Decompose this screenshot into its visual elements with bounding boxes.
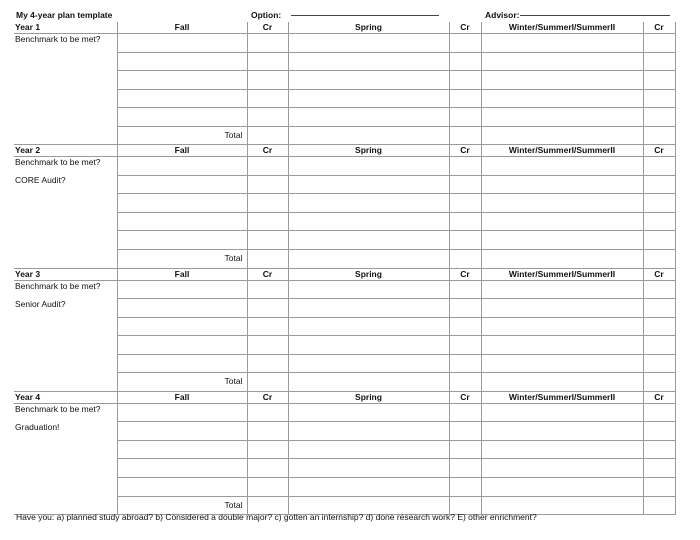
winter-credit-cell[interactable] xyxy=(643,175,675,194)
year-note: Senior Audit? xyxy=(15,298,66,309)
total-row xyxy=(14,373,675,392)
winter-course-cell[interactable] xyxy=(481,459,643,478)
fall-credit-cell[interactable] xyxy=(247,71,288,90)
spring-credit-cell[interactable] xyxy=(449,89,481,108)
year-note-empty xyxy=(14,194,117,213)
winter-course-cell[interactable] xyxy=(481,336,643,355)
fall-course-cell[interactable] xyxy=(117,194,247,213)
fall-credit-header: Cr xyxy=(247,22,288,34)
year-header-row xyxy=(14,391,675,403)
fall-total-cell[interactable] xyxy=(117,250,247,269)
spring-credit-cell[interactable] xyxy=(449,175,481,194)
spring-course-cell[interactable] xyxy=(288,126,449,145)
winter-course-cell[interactable] xyxy=(481,250,643,269)
fall-credit-cell[interactable] xyxy=(247,422,288,441)
course-row xyxy=(14,403,675,422)
winter-course-cell[interactable] xyxy=(481,280,643,299)
spring-header: Spring xyxy=(288,22,449,34)
spring-credit-cell[interactable] xyxy=(449,52,481,71)
spring-credit-cell[interactable] xyxy=(449,403,481,422)
winter-summer-header: Winter/SummerI/SummerII xyxy=(481,145,643,157)
fall-course-cell[interactable] xyxy=(117,175,247,194)
spring-course-cell[interactable] xyxy=(288,52,449,71)
winter-course-cell[interactable] xyxy=(481,373,643,392)
year-note: Benchmark to be met? xyxy=(15,403,101,414)
fall-credit-cell[interactable] xyxy=(247,34,288,53)
spring-course-cell[interactable] xyxy=(288,231,449,250)
year-note-empty xyxy=(14,71,117,90)
winter-credit-cell[interactable] xyxy=(643,440,675,459)
spring-credit-cell[interactable] xyxy=(449,34,481,53)
winter-credit-header: Cr xyxy=(643,22,675,34)
year-note-empty xyxy=(14,212,117,231)
year-note-empty xyxy=(14,336,117,355)
winter-credit-cell[interactable] xyxy=(643,373,675,392)
fall-credit-cell[interactable] xyxy=(247,212,288,231)
winter-course-cell[interactable] xyxy=(481,108,643,127)
fall-credit-cell[interactable] xyxy=(247,336,288,355)
course-row xyxy=(14,71,675,90)
winter-summer-header: Winter/SummerI/SummerII xyxy=(481,268,643,280)
winter-course-cell[interactable] xyxy=(481,212,643,231)
course-row xyxy=(14,336,675,355)
fall-header: Fall xyxy=(117,391,247,403)
winter-credit-cell[interactable] xyxy=(643,317,675,336)
winter-credit-cell[interactable] xyxy=(643,157,675,176)
spring-credit-cell[interactable] xyxy=(449,478,481,497)
spring-course-cell[interactable] xyxy=(288,175,449,194)
spring-credit-header: Cr xyxy=(449,22,481,34)
year-note-empty xyxy=(14,126,117,145)
fall-credit-header: Cr xyxy=(247,391,288,403)
winter-credit-cell[interactable] xyxy=(643,71,675,90)
year-note-empty xyxy=(14,250,117,269)
spring-credit-cell[interactable] xyxy=(449,194,481,213)
spring-course-cell[interactable] xyxy=(288,280,449,299)
winter-credit-cell[interactable] xyxy=(643,478,675,497)
fall-course-cell[interactable] xyxy=(117,299,247,318)
fall-course-cell[interactable] xyxy=(117,157,247,176)
four-year-plan-table xyxy=(14,22,676,515)
spring-credit-cell[interactable] xyxy=(449,317,481,336)
fall-credit-cell[interactable] xyxy=(247,231,288,250)
fall-course-cell[interactable] xyxy=(117,34,247,53)
winter-credit-header: Cr xyxy=(643,145,675,157)
fall-header: Fall xyxy=(117,145,247,157)
year-note-empty xyxy=(14,459,117,478)
page-title: My 4-year plan template xyxy=(16,10,113,20)
spring-credit-cell[interactable] xyxy=(449,280,481,299)
total-label: Total xyxy=(224,499,243,510)
winter-course-cell[interactable] xyxy=(481,52,643,71)
fall-course-cell[interactable] xyxy=(117,478,247,497)
spring-credit-cell[interactable] xyxy=(449,422,481,441)
year-note-empty xyxy=(14,231,117,250)
winter-course-cell[interactable] xyxy=(481,126,643,145)
year-label: Year 4 xyxy=(14,391,117,403)
fall-credit-cell[interactable] xyxy=(247,108,288,127)
winter-credit-cell[interactable] xyxy=(643,496,675,515)
spring-credit-cell[interactable] xyxy=(449,71,481,90)
fall-credit-cell[interactable] xyxy=(247,175,288,194)
spring-course-cell[interactable] xyxy=(288,108,449,127)
course-row xyxy=(14,299,675,318)
year-note-empty xyxy=(14,108,117,127)
fall-credit-cell[interactable] xyxy=(247,317,288,336)
option-field[interactable] xyxy=(291,15,439,16)
enrichment-questions: Have you: a) planned study abroad? b) Considered a double major? c) gotten an internship? d) done research work? E) other enrichment? xyxy=(16,512,537,522)
spring-credit-cell[interactable] xyxy=(449,459,481,478)
fall-course-cell[interactable] xyxy=(117,317,247,336)
year-note: Benchmark to be met? xyxy=(15,34,101,44)
fall-total-cell[interactable] xyxy=(117,126,247,145)
winter-credit-cell[interactable] xyxy=(643,52,675,71)
spring-credit-cell[interactable] xyxy=(449,250,481,269)
year-note: Graduation! xyxy=(15,421,60,432)
course-row xyxy=(14,280,675,299)
spring-header: Spring xyxy=(288,391,449,403)
fall-course-cell[interactable] xyxy=(117,336,247,355)
fall-credit-cell[interactable] xyxy=(247,354,288,373)
spring-credit-cell[interactable] xyxy=(449,126,481,145)
course-row xyxy=(14,459,675,478)
winter-course-cell[interactable] xyxy=(481,440,643,459)
spring-credit-cell[interactable] xyxy=(449,336,481,355)
winter-course-cell[interactable] xyxy=(481,478,643,497)
winter-course-cell[interactable] xyxy=(481,299,643,318)
total-label: Total xyxy=(224,129,243,140)
spring-credit-cell[interactable] xyxy=(449,157,481,176)
winter-course-cell[interactable] xyxy=(481,403,643,422)
course-row xyxy=(14,194,675,213)
fall-credit-cell[interactable] xyxy=(247,250,288,269)
fall-credit-cell[interactable] xyxy=(247,126,288,145)
winter-course-cell[interactable] xyxy=(481,422,643,441)
spring-course-cell[interactable] xyxy=(288,478,449,497)
spring-course-cell[interactable] xyxy=(288,317,449,336)
spring-credit-cell[interactable] xyxy=(449,299,481,318)
course-row xyxy=(14,34,675,53)
fall-course-cell[interactable] xyxy=(117,403,247,422)
spring-credit-cell[interactable] xyxy=(449,354,481,373)
fall-credit-header: Cr xyxy=(247,145,288,157)
total-label: Total xyxy=(224,253,243,264)
spring-credit-cell[interactable] xyxy=(449,108,481,127)
spring-course-cell[interactable] xyxy=(288,403,449,422)
spring-course-cell[interactable] xyxy=(288,373,449,392)
fall-credit-cell[interactable] xyxy=(247,403,288,422)
spring-header: Spring xyxy=(288,268,449,280)
winter-credit-cell[interactable] xyxy=(643,126,675,145)
spring-credit-header: Cr xyxy=(449,268,481,280)
year-note-empty xyxy=(14,354,117,373)
fall-credit-cell[interactable] xyxy=(247,299,288,318)
year-note: CORE Audit? xyxy=(15,175,66,186)
spring-credit-cell[interactable] xyxy=(449,212,481,231)
fall-course-cell[interactable] xyxy=(117,108,247,127)
course-row xyxy=(14,108,675,127)
fall-course-cell[interactable] xyxy=(117,440,247,459)
course-row xyxy=(14,478,675,497)
winter-credit-cell[interactable] xyxy=(643,403,675,422)
winter-credit-cell[interactable] xyxy=(643,194,675,213)
winter-credit-cell[interactable] xyxy=(643,89,675,108)
advisor-field[interactable] xyxy=(520,15,670,16)
spring-course-cell[interactable] xyxy=(288,354,449,373)
spring-course-cell[interactable] xyxy=(288,212,449,231)
option-label: Option: xyxy=(251,10,282,20)
fall-credit-cell[interactable] xyxy=(247,373,288,392)
spring-course-cell[interactable] xyxy=(288,459,449,478)
winter-credit-cell[interactable] xyxy=(643,422,675,441)
spring-credit-cell[interactable] xyxy=(449,440,481,459)
winter-credit-cell[interactable] xyxy=(643,34,675,53)
fall-course-cell[interactable] xyxy=(117,422,247,441)
winter-credit-cell[interactable] xyxy=(643,354,675,373)
fall-credit-header: Cr xyxy=(247,268,288,280)
year-note-empty xyxy=(14,478,117,497)
winter-credit-cell[interactable] xyxy=(643,459,675,478)
year-note-empty xyxy=(14,89,117,108)
course-row xyxy=(14,52,675,71)
winter-credit-cell[interactable] xyxy=(643,231,675,250)
fall-course-cell[interactable] xyxy=(117,231,247,250)
year-note-empty xyxy=(14,52,117,71)
spring-course-cell[interactable] xyxy=(288,34,449,53)
year-note: Benchmark to be met? xyxy=(15,280,101,291)
year-note-empty xyxy=(14,373,117,392)
year-label: Year 3 xyxy=(14,268,117,280)
course-row xyxy=(14,440,675,459)
course-row xyxy=(14,175,675,194)
year-label: Year 1 xyxy=(14,22,117,34)
spring-credit-cell[interactable] xyxy=(449,231,481,250)
winter-course-cell[interactable] xyxy=(481,231,643,250)
winter-credit-cell[interactable] xyxy=(643,108,675,127)
spring-course-cell[interactable] xyxy=(288,157,449,176)
year-label: Year 2 xyxy=(14,145,117,157)
advisor-label: Advisor: xyxy=(485,10,520,20)
winter-summer-header: Winter/SummerI/SummerII xyxy=(481,22,643,34)
fall-header: Fall xyxy=(117,268,247,280)
year-note-empty xyxy=(14,440,117,459)
fall-course-cell[interactable] xyxy=(117,459,247,478)
total-row xyxy=(14,250,675,269)
winter-credit-header: Cr xyxy=(643,391,675,403)
fall-course-cell[interactable] xyxy=(117,71,247,90)
fall-course-cell[interactable] xyxy=(117,280,247,299)
winter-course-cell[interactable] xyxy=(481,194,643,213)
course-row xyxy=(14,89,675,108)
fall-course-cell[interactable] xyxy=(117,52,247,71)
spring-credit-header: Cr xyxy=(449,145,481,157)
page-header xyxy=(0,0,700,22)
course-row xyxy=(14,157,675,176)
spring-course-cell[interactable] xyxy=(288,194,449,213)
fall-header: Fall xyxy=(117,22,247,34)
fall-course-cell[interactable] xyxy=(117,89,247,108)
winter-summer-header: Winter/SummerI/SummerII xyxy=(481,391,643,403)
course-row xyxy=(14,422,675,441)
winter-course-cell[interactable] xyxy=(481,34,643,53)
spring-header: Spring xyxy=(288,145,449,157)
year-note: Benchmark to be met? xyxy=(15,157,101,168)
course-row xyxy=(14,354,675,373)
spring-credit-cell[interactable] xyxy=(449,373,481,392)
spring-course-cell[interactable] xyxy=(288,71,449,90)
winter-credit-cell[interactable] xyxy=(643,336,675,355)
fall-credit-cell[interactable] xyxy=(247,157,288,176)
spring-course-cell[interactable] xyxy=(288,422,449,441)
fall-credit-cell[interactable] xyxy=(247,280,288,299)
fall-total-cell[interactable] xyxy=(117,373,247,392)
winter-course-cell[interactable] xyxy=(481,89,643,108)
winter-credit-cell[interactable] xyxy=(643,280,675,299)
course-row xyxy=(14,317,675,336)
fall-credit-cell[interactable] xyxy=(247,89,288,108)
winter-course-cell[interactable] xyxy=(481,71,643,90)
total-row xyxy=(14,126,675,145)
total-label: Total xyxy=(224,376,243,387)
winter-course-cell[interactable] xyxy=(481,317,643,336)
winter-credit-header: Cr xyxy=(643,268,675,280)
fall-course-cell[interactable] xyxy=(117,212,247,231)
winter-credit-cell[interactable] xyxy=(643,250,675,269)
fall-credit-cell[interactable] xyxy=(247,478,288,497)
winter-course-cell[interactable] xyxy=(481,175,643,194)
year-note-empty xyxy=(14,317,117,336)
spring-course-cell[interactable] xyxy=(288,89,449,108)
spring-course-cell[interactable] xyxy=(288,250,449,269)
spring-course-cell[interactable] xyxy=(288,336,449,355)
year-header-row xyxy=(14,268,675,280)
fall-credit-cell[interactable] xyxy=(247,52,288,71)
winter-course-cell[interactable] xyxy=(481,354,643,373)
fall-credit-cell[interactable] xyxy=(247,459,288,478)
course-row xyxy=(14,212,675,231)
year-header-row xyxy=(14,22,675,34)
course-row xyxy=(14,231,675,250)
spring-course-cell[interactable] xyxy=(288,440,449,459)
spring-credit-header: Cr xyxy=(449,391,481,403)
year-header-row xyxy=(14,145,675,157)
fall-credit-cell[interactable] xyxy=(247,440,288,459)
fall-credit-cell[interactable] xyxy=(247,194,288,213)
winter-credit-cell[interactable] xyxy=(643,212,675,231)
winter-course-cell[interactable] xyxy=(481,157,643,176)
spring-course-cell[interactable] xyxy=(288,299,449,318)
winter-credit-cell[interactable] xyxy=(643,299,675,318)
fall-course-cell[interactable] xyxy=(117,354,247,373)
